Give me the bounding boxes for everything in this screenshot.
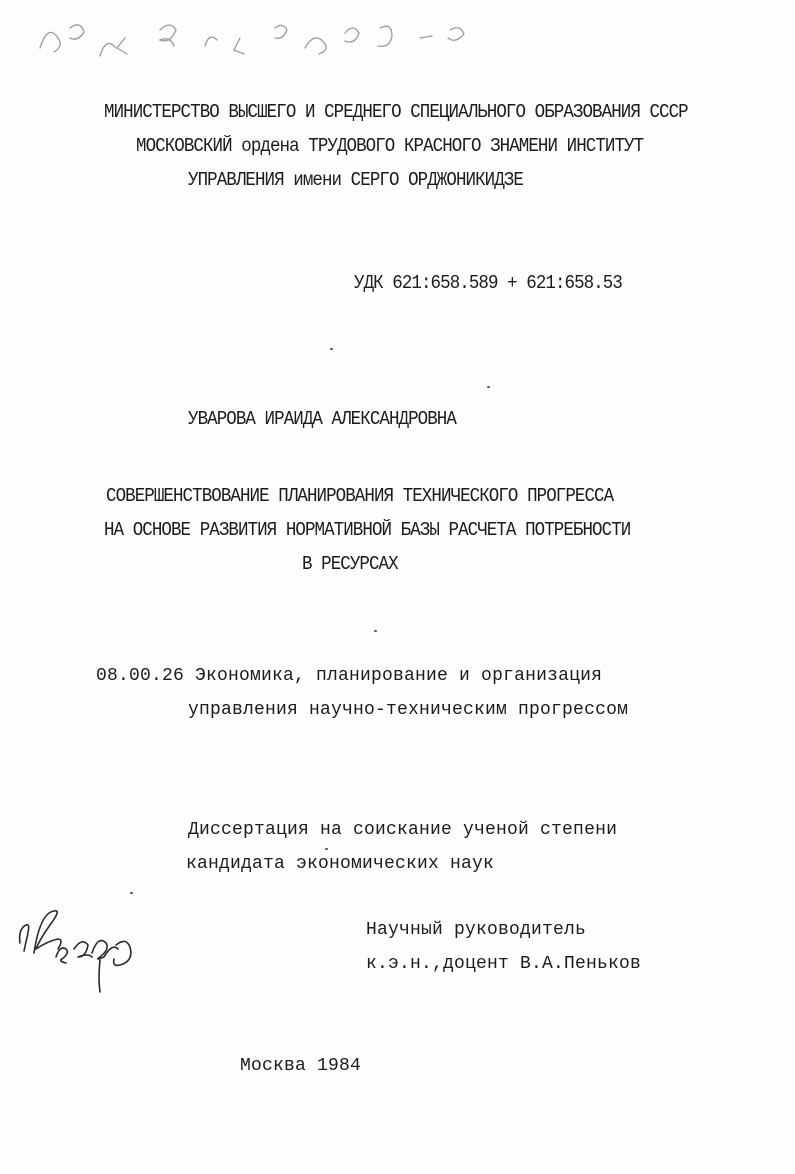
author-name: УВАРОВА ИРАИДА АЛЕКСАНДРОВНА xyxy=(188,408,456,430)
degree-line-1: Диссертация на соискание ученой степени xyxy=(188,820,618,840)
scan-speck xyxy=(374,630,377,632)
scan-speck xyxy=(487,386,490,388)
udc-code: УДК 621:658.589 + 621:658.53 xyxy=(354,272,622,294)
specialty-code-line-1: 08.00.26 Экономика, планирование и организация xyxy=(96,666,603,686)
dissertation-title-line-3: В РЕСУРСАХ xyxy=(302,553,398,575)
specialty-code-line-2: управления научно-техническим прогрессом xyxy=(188,700,629,720)
scan-speck xyxy=(330,348,333,350)
ministry-heading: МИНИСТЕРСТВО ВЫСШЕГО И СРЕДНЕГО СПЕЦИАЛЬНОГО ОБРАЗОВАНИЯ СССР xyxy=(104,101,688,123)
dissertation-title-line-1: СОВЕРШЕНСТВОВАНИЕ ПЛАНИРОВАНИЯ ТЕХНИЧЕСКОГО ПРОГРЕССА xyxy=(106,485,614,507)
handwritten-signature-image xyxy=(12,905,152,1000)
institute-name-line-1: МОСКОВСКИЙ ордена ТРУДОВОГО КРАСНОГО ЗНАМЕНИ ИНСТИТУТ xyxy=(136,135,644,157)
handwritten-scribble-image xyxy=(30,8,490,68)
supervisor-name: к.э.н.,доцент В.А.Пеньков xyxy=(366,954,642,974)
dissertation-title-line-2: НА ОСНОВЕ РАЗВИТИЯ НОРМАТИВНОЙ БАЗЫ РАСЧЕТА ПОТРЕБНОСТИ xyxy=(104,519,631,541)
supervisor-label: Научный руководитель xyxy=(366,920,587,940)
city-year: Москва 1984 xyxy=(240,1056,362,1076)
degree-line-2: кандидата экономических наук xyxy=(186,854,495,874)
institute-name-line-2: УПРАВЛЕНИЯ имени СЕРГО ОРДЖОНИКИДЗЕ xyxy=(188,169,523,191)
scan-speck xyxy=(130,892,133,894)
scan-speck xyxy=(325,848,328,850)
